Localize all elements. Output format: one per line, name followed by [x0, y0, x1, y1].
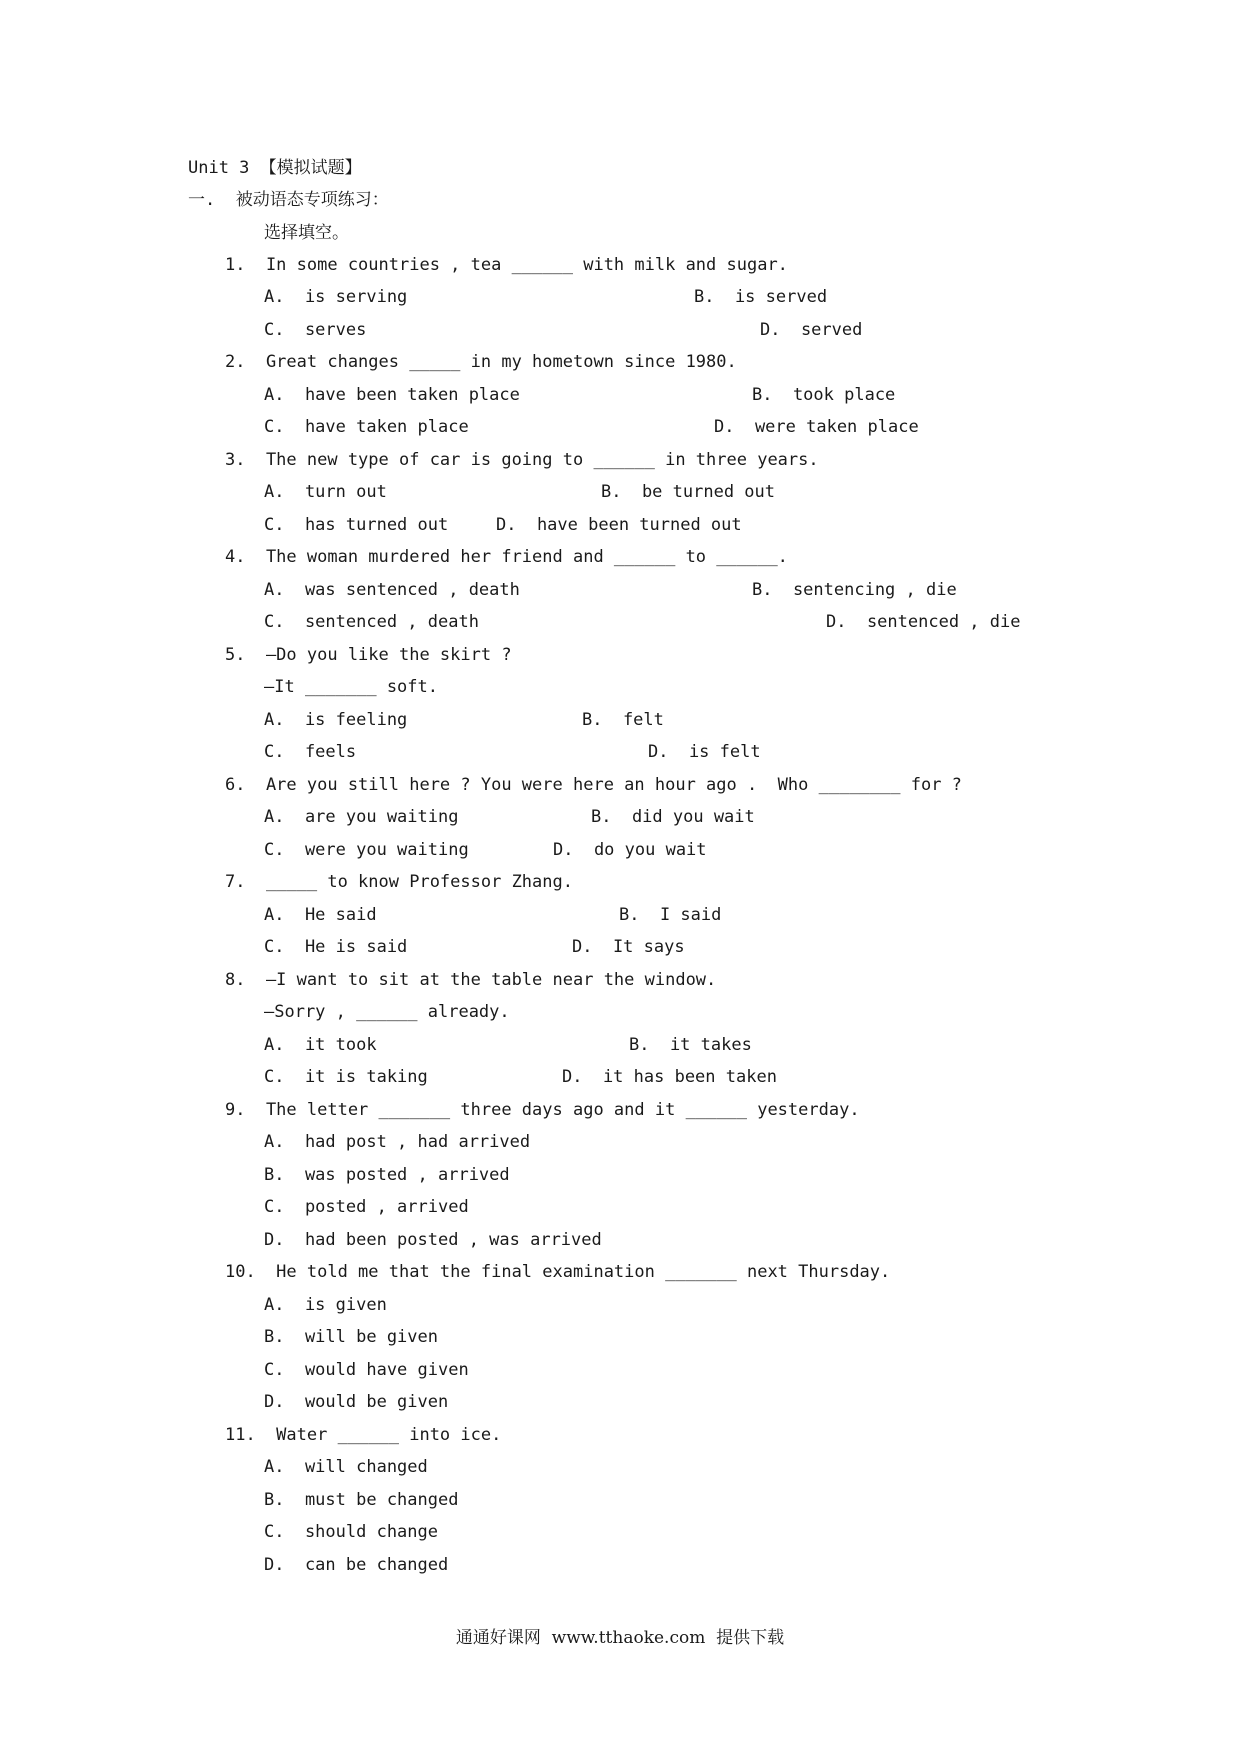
question-2-option-c: C. have taken place [264, 417, 469, 437]
question-3-stem: 3. The new type of car is going to ______ in three years. [225, 450, 819, 470]
question-4-stem: 4. The woman murdered her friend and ______ to ______. [225, 547, 788, 567]
question-9-option-b: B. was posted , arrived [264, 1165, 510, 1185]
question-5-stem: 5. —Do you like the skirt ? [225, 645, 512, 665]
question-7-option-b: B. I said [619, 905, 722, 925]
question-11-stem: 11. Water ______ into ice. [225, 1425, 502, 1445]
question-2-option-b: B. took place [752, 385, 896, 405]
question-8-stem: 8. —I want to sit at the table near the window. [225, 970, 717, 990]
question-5-option-b: B. felt [582, 710, 664, 730]
question-3-option-d: D. have been turned out [496, 515, 742, 535]
question-10-stem: 10. He told me that the final examination _______ next Thursday. [225, 1262, 891, 1282]
question-8-option-d: D. it has been taken [562, 1067, 777, 1087]
question-9-stem: 9. The letter _______ three days ago and it ______ yesterday. [225, 1100, 860, 1120]
question-11-option-a: A. will changed [264, 1457, 428, 1477]
question-10-option-d: D. would be given [264, 1392, 449, 1412]
question-10-option-b: B. will be given [264, 1327, 438, 1347]
question-5-option-d: D. is felt [648, 742, 761, 762]
question-8-option-a: A. it took [264, 1035, 377, 1055]
question-2-option-a: A. have been taken place [264, 385, 520, 405]
question-7-option-a: A. He said [264, 905, 377, 925]
question-6-option-a: A. are you waiting [264, 807, 459, 827]
question-1-option-d: D. served [760, 320, 863, 340]
question-3-option-b: B. be turned out [601, 482, 775, 502]
question-10-option-c: C. would have given [264, 1360, 469, 1380]
question-8-option-c: C. it is taking [264, 1067, 428, 1087]
question-5-option-c: C. feels [264, 742, 357, 762]
question-6-option-c: C. were you waiting [264, 840, 469, 860]
question-8-option-b: B. it takes [629, 1035, 752, 1055]
question-7-option-d: D. It says [572, 937, 685, 957]
question-3-option-c: C. has turned out [264, 515, 449, 535]
question-9-option-a: A. had post , had arrived [264, 1132, 531, 1152]
question-1-option-a: A. is serving [264, 287, 408, 307]
question-6-stem: 6. Are you still here ? You were here an hour ago . Who ________ for ? [225, 775, 962, 795]
question-4-option-b: B. sentencing , die [752, 580, 957, 600]
section-heading: 一. 被动语态专项练习： [188, 190, 389, 210]
question-1-option-b: B. is served [694, 287, 828, 307]
question-10-option-a: A. is given [264, 1295, 387, 1315]
question-6-option-d: D. do you wait [553, 840, 707, 860]
question-4-option-a: A. was sentenced , death [264, 580, 520, 600]
document-title: Unit 3 【模拟试题】 [188, 158, 362, 178]
question-4-option-d: D. sentenced , die [826, 612, 1021, 632]
question-11-option-c: C. should change [264, 1522, 438, 1542]
question-7-stem: 7. _____ to know Professor Zhang. [225, 872, 573, 892]
question-2-stem: 2. Great changes _____ in my hometown since 1980. [225, 352, 737, 372]
question-3-option-a: A. turn out [264, 482, 387, 502]
question-11-option-b: B. must be changed [264, 1490, 459, 1510]
question-9-option-c: C. posted , arrived [264, 1197, 469, 1217]
question-5-stem-reply: —It _______ soft. [264, 677, 438, 697]
question-6-option-b: B. did you wait [591, 807, 755, 827]
question-8-stem-reply: —Sorry , ______ already. [264, 1002, 510, 1022]
question-1-option-c: C. serves [264, 320, 367, 340]
question-7-option-c: C. He is said [264, 937, 408, 957]
question-4-option-c: C. sentenced , death [264, 612, 479, 632]
question-5-option-a: A. is feeling [264, 710, 408, 730]
question-2-option-d: D. were taken place [714, 417, 919, 437]
question-1-stem: 1. In some countries , tea ______ with milk and sugar. [225, 255, 788, 275]
instruction-text: 选择填空。 [264, 223, 349, 243]
page-footer: 通通好课网 www.tthaoke.com 提供下载 [455, 1628, 785, 1648]
question-11-option-d: D. can be changed [264, 1555, 449, 1575]
question-9-option-d: D. had been posted , was arrived [264, 1230, 602, 1250]
